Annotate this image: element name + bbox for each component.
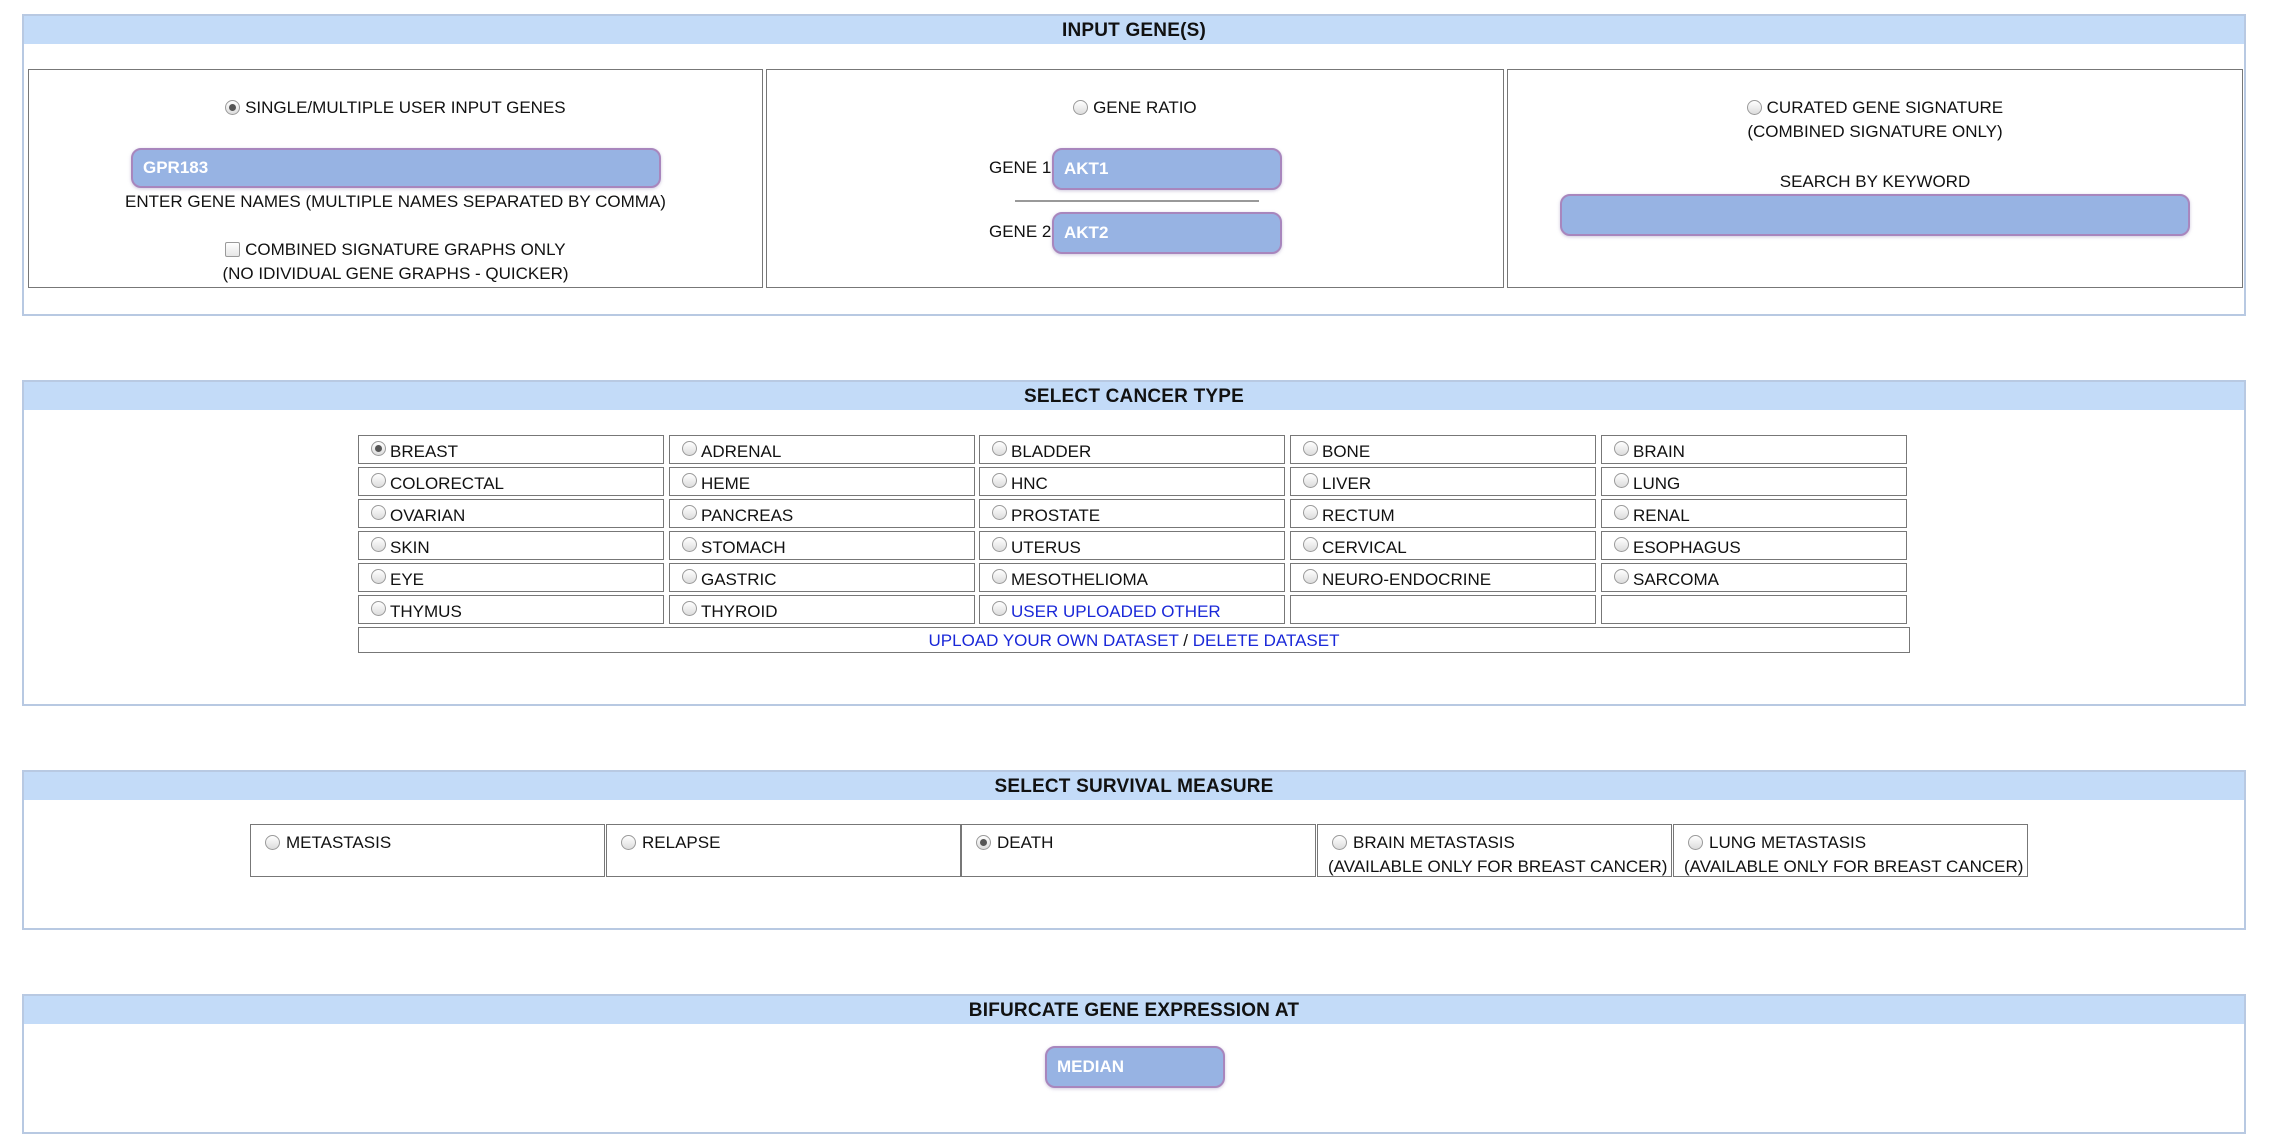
gene1-label: GENE 1 xyxy=(989,158,1052,177)
cancer-radio-ovarian[interactable] xyxy=(371,505,386,520)
cancer-label-hnc: HNC xyxy=(1011,474,1048,493)
survival-measure-panel xyxy=(22,770,2246,930)
cancer-option-thymus[interactable] xyxy=(358,595,664,624)
cancer-label-gastric: GASTRIC xyxy=(701,570,777,589)
survival-label-metastasis: METASTASIS xyxy=(286,833,392,852)
cancer-type-panel xyxy=(22,380,2246,706)
cancer-option-bladder[interactable] xyxy=(979,435,1285,464)
bifurcate-select[interactable] xyxy=(1045,1046,1225,1088)
cancer-option-lung[interactable] xyxy=(1601,467,1907,496)
cancer-label-rectum: RECTUM xyxy=(1322,506,1395,525)
cancer-option-thyroid[interactable] xyxy=(669,595,975,624)
survival-option-death[interactable] xyxy=(961,824,1316,877)
combined-signature-label: COMBINED SIGNATURE GRAPHS ONLY xyxy=(245,240,566,259)
survival-radio-metastasis[interactable] xyxy=(265,835,280,850)
survival-radio-lung-metastasis[interactable] xyxy=(1688,835,1703,850)
cancer-radio-esophagus[interactable] xyxy=(1614,537,1629,552)
survival-note-lung-metastasis: (AVAILABLE ONLY FOR BREAST CANCER) xyxy=(1684,857,2024,876)
cancer-radio-renal[interactable] xyxy=(1614,505,1629,520)
cancer-radio-mesothelioma[interactable] xyxy=(992,569,1007,584)
input-genes-header: INPUT GENE(S) xyxy=(24,16,2244,44)
search-keyword-label: SEARCH BY KEYWORD xyxy=(1779,172,1971,191)
gene1-input[interactable] xyxy=(1052,148,1282,190)
dataset-links-separator: / xyxy=(1183,631,1188,650)
cancer-radio-adrenal[interactable] xyxy=(682,441,697,456)
cancer-radio-colorectal[interactable] xyxy=(371,473,386,488)
input-genes-panel xyxy=(22,14,2246,316)
survival-radio-death[interactable] xyxy=(976,835,991,850)
cancer-radio-gastric[interactable] xyxy=(682,569,697,584)
cancer-option-mesothelioma[interactable] xyxy=(979,563,1285,592)
cancer-label-uterus: UTERUS xyxy=(1011,538,1081,557)
cancer-radio-thyroid[interactable] xyxy=(682,601,697,616)
ratio-divider xyxy=(1015,200,1259,202)
cancer-radio-bladder[interactable] xyxy=(992,441,1007,456)
curated-signature-label: CURATED GENE SIGNATURE xyxy=(1766,98,2004,117)
cancer-option-renal[interactable] xyxy=(1601,499,1907,528)
cancer-option-esophagus[interactable] xyxy=(1601,531,1907,560)
cancer-radio-user-uploaded-other[interactable] xyxy=(992,601,1007,616)
bifurcate-header: BIFURCATE GENE EXPRESSION AT xyxy=(24,996,2244,1024)
cancer-radio-liver[interactable] xyxy=(1303,473,1318,488)
cancer-radio-hnc[interactable] xyxy=(992,473,1007,488)
cancer-option-ovarian[interactable] xyxy=(358,499,664,528)
cancer-option-prostate[interactable] xyxy=(979,499,1285,528)
cancer-label-thyroid: THYROID xyxy=(701,602,778,621)
cancer-label-heme: HEME xyxy=(701,474,751,493)
cancer-label-eye: EYE xyxy=(390,570,425,589)
survival-option-lung-metastasis[interactable] xyxy=(1673,824,2028,877)
cancer-radio-pancreas[interactable] xyxy=(682,505,697,520)
survival-option-metastasis[interactable] xyxy=(250,824,605,877)
cancer-radio-neuro-endocrine[interactable] xyxy=(1303,569,1318,584)
cancer-radio-rectum[interactable] xyxy=(1303,505,1318,520)
cancer-option-sarcoma[interactable] xyxy=(1601,563,1907,592)
cancer-option-skin[interactable] xyxy=(358,531,664,560)
cancer-label-user-uploaded-other: USER UPLOADED OTHER xyxy=(1011,602,1221,621)
cancer-radio-thymus[interactable] xyxy=(371,601,386,616)
curated-signature-box xyxy=(1507,69,2243,288)
gene-ratio-label: GENE RATIO xyxy=(1093,98,1197,117)
bifurcate-panel xyxy=(22,994,2246,1134)
survival-option-relapse[interactable] xyxy=(606,824,961,877)
cancer-label-neuro-endocrine: NEURO-ENDOCRINE xyxy=(1322,570,1492,589)
search-keyword-input[interactable] xyxy=(1560,194,2190,236)
survival-note-brain-metastasis: (AVAILABLE ONLY FOR BREAST CANCER) xyxy=(1328,857,1668,876)
cancer-type-grid xyxy=(24,382,2244,704)
cancer-radio-cervical[interactable] xyxy=(1303,537,1318,552)
gene2-input[interactable] xyxy=(1052,212,1282,254)
gene2-label: GENE 2 xyxy=(989,222,1052,241)
cancer-label-stomach: STOMACH xyxy=(701,538,786,557)
gene-names-input[interactable] xyxy=(131,148,661,188)
cancer-label-lung: LUNG xyxy=(1633,474,1681,493)
cancer-label-mesothelioma: MESOTHELIOMA xyxy=(1011,570,1148,589)
cancer-option-neuro-endocrine[interactable] xyxy=(1290,563,1596,592)
cancer-label-renal: RENAL xyxy=(1633,506,1690,525)
single-genes-radio[interactable] xyxy=(225,100,240,115)
cancer-label-brain: BRAIN xyxy=(1633,442,1685,461)
single-genes-box xyxy=(28,69,763,288)
survival-label-death: DEATH xyxy=(997,833,1054,852)
cancer-empty-cell xyxy=(1601,595,1907,624)
combined-signature-checkbox[interactable] xyxy=(225,242,240,257)
curated-signature-radio[interactable] xyxy=(1747,100,1762,115)
cancer-label-thymus: THYMUS xyxy=(390,602,462,621)
cancer-radio-brain[interactable] xyxy=(1614,441,1629,456)
cancer-radio-prostate[interactable] xyxy=(992,505,1007,520)
survival-label-relapse: RELAPSE xyxy=(642,833,721,852)
cancer-label-breast: BREAST xyxy=(390,442,459,461)
cancer-radio-lung[interactable] xyxy=(1614,473,1629,488)
gene-ratio-radio[interactable] xyxy=(1073,100,1088,115)
cancer-empty-cell xyxy=(1290,595,1596,624)
cancer-label-pancreas: PANCREAS xyxy=(701,506,794,525)
cancer-option-adrenal[interactable] xyxy=(669,435,975,464)
survival-measure-header: SELECT SURVIVAL MEASURE xyxy=(24,772,2244,800)
cancer-radio-heme[interactable] xyxy=(682,473,697,488)
cancer-option-gastric[interactable] xyxy=(669,563,975,592)
cancer-option-breast[interactable] xyxy=(358,435,664,464)
cancer-option-liver[interactable] xyxy=(1290,467,1596,496)
dataset-links-row xyxy=(358,627,1910,653)
survival-label-brain-metastasis: BRAIN METASTASIS xyxy=(1353,833,1515,852)
cancer-radio-bone[interactable] xyxy=(1303,441,1318,456)
cancer-radio-sarcoma[interactable] xyxy=(1614,569,1629,584)
upload-dataset-link[interactable]: UPLOAD YOUR OWN DATASET xyxy=(928,631,1179,650)
cancer-label-ovarian: OVARIAN xyxy=(390,506,466,525)
cancer-label-colorectal: COLORECTAL xyxy=(390,474,504,493)
cancer-radio-skin[interactable] xyxy=(371,537,386,552)
cancer-label-bladder: BLADDER xyxy=(1011,442,1092,461)
cancer-option-rectum[interactable] xyxy=(1290,499,1596,528)
cancer-type-header: SELECT CANCER TYPE xyxy=(24,382,2244,410)
cancer-radio-eye[interactable] xyxy=(371,569,386,584)
cancer-radio-stomach[interactable] xyxy=(682,537,697,552)
survival-label-lung-metastasis: LUNG METASTASIS xyxy=(1709,833,1867,852)
survival-options-row xyxy=(24,772,2244,928)
cancer-label-cervical: CERVICAL xyxy=(1322,538,1407,557)
single-genes-label: SINGLE/MULTIPLE USER INPUT GENES xyxy=(245,98,566,117)
cancer-option-colorectal[interactable] xyxy=(358,467,664,496)
curated-signature-note: (COMBINED SIGNATURE ONLY) xyxy=(1747,122,2003,141)
cancer-label-liver: LIVER xyxy=(1322,474,1372,493)
cancer-option-stomach[interactable] xyxy=(669,531,975,560)
cancer-option-pancreas[interactable] xyxy=(669,499,975,528)
cancer-label-adrenal: ADRENAL xyxy=(701,442,782,461)
cancer-label-skin: SKIN xyxy=(390,538,430,557)
cancer-option-bone[interactable] xyxy=(1290,435,1596,464)
cancer-option-user-uploaded-other[interactable] xyxy=(979,595,1285,624)
cancer-label-bone: BONE xyxy=(1322,442,1371,461)
cancer-option-brain[interactable] xyxy=(1601,435,1907,464)
gene-names-help: ENTER GENE NAMES (MULTIPLE NAMES SEPARATED BY COMMA) xyxy=(125,192,666,211)
survival-radio-brain-metastasis[interactable] xyxy=(1332,835,1347,850)
cancer-option-uterus[interactable] xyxy=(979,531,1285,560)
cancer-option-heme[interactable] xyxy=(669,467,975,496)
cancer-radio-breast[interactable] xyxy=(371,441,386,456)
cancer-label-esophagus: ESOPHAGUS xyxy=(1633,538,1741,557)
cancer-option-hnc[interactable] xyxy=(979,467,1285,496)
cancer-label-sarcoma: SARCOMA xyxy=(1633,570,1719,589)
cancer-option-eye[interactable] xyxy=(358,563,664,592)
survival-radio-relapse[interactable] xyxy=(621,835,636,850)
survival-option-brain-metastasis[interactable] xyxy=(1317,824,1672,877)
gene-ratio-box xyxy=(766,69,1504,288)
delete-dataset-link[interactable]: DELETE DATASET xyxy=(1192,631,1340,650)
cancer-option-cervical[interactable] xyxy=(1290,531,1596,560)
combined-signature-note: (NO IDIVIDUAL GENE GRAPHS - QUICKER) xyxy=(222,264,569,283)
cancer-radio-uterus[interactable] xyxy=(992,537,1007,552)
cancer-label-prostate: PROSTATE xyxy=(1011,506,1101,525)
